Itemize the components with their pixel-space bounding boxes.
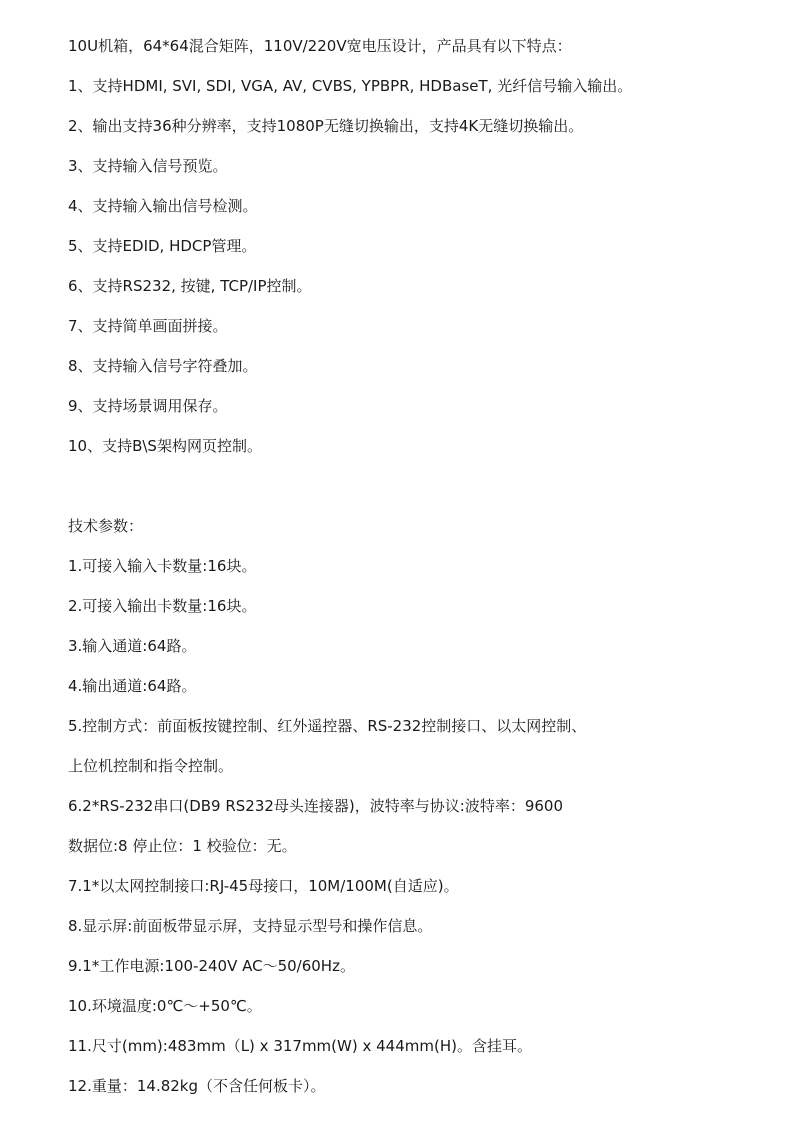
spec-line: 10.环境温度:0℃～+50℃。	[68, 997, 262, 1015]
spec-line: 8.显示屏:前面板带显示屏，支持显示型号和操作信息。	[68, 917, 433, 935]
feature-item: 10、支持B\S架构网页控制。	[68, 437, 262, 455]
specs-heading: 技术参数：	[68, 517, 144, 535]
spec-line: 1.可接入输入卡数量:16块。	[68, 557, 257, 575]
feature-item: 2、输出支持36种分辨率，支持1080P无缝切换输出，支持4K无缝切换输出。	[68, 117, 584, 135]
feature-item: 1、支持HDMI, SVI, SDI, VGA, AV, CVBS, YPBPR, HDBaseT, 光纤信号输入输出。	[68, 77, 633, 95]
spec-line: 数据位:8 停止位：1 校验位：无。	[68, 837, 297, 855]
spec-line: 5.控制方式：前面板按键控制、红外遥控器、RS-232控制接口、以太网控制、	[68, 717, 587, 735]
spec-line: 12.重量：14.82kg（不含任何板卡）。	[68, 1077, 326, 1095]
feature-item: 7、支持简单画面拼接。	[68, 317, 228, 335]
spec-line: 6.2*RS-232串口(DB9 RS232母头连接器)，波特率与协议:波特率：9600	[68, 797, 564, 815]
feature-item: 3、支持输入信号预览。	[68, 157, 228, 175]
feature-item: 5、支持EDID, HDCP管理。	[68, 237, 257, 255]
section-spacer	[68, 476, 778, 516]
features-intro: 10U机箱，64*64混合矩阵，110V/220V宽电压设计，产品具有以下特点：	[68, 37, 572, 55]
document-body	[68, 36, 778, 1116]
spec-line: 上位机控制和指令控制。	[68, 757, 234, 775]
feature-item: 6、支持RS232, 按键, TCP/IP控制。	[68, 277, 312, 295]
spec-line: 3.输入通道:64路。	[68, 637, 197, 655]
spec-line: 4.输出通道:64路。	[68, 677, 197, 695]
spec-line: 9.1*工作电源:100-240V AC～50/60Hz。	[68, 957, 355, 975]
spec-line: 7.1*以太网控制接口:RJ-45母接口，10M/100M(自适应)。	[68, 877, 459, 895]
feature-item: 8、支持输入信号字符叠加。	[68, 357, 258, 375]
spec-line: 2.可接入输出卡数量:16块。	[68, 597, 257, 615]
spec-line: 11.尺寸(mm):483mm（L) x 317mm(W) x 444mm(H)。含挂耳。	[68, 1037, 532, 1055]
feature-item: 9、支持场景调用保存。	[68, 397, 228, 415]
feature-item: 4、支持输入输出信号检测。	[68, 197, 258, 215]
